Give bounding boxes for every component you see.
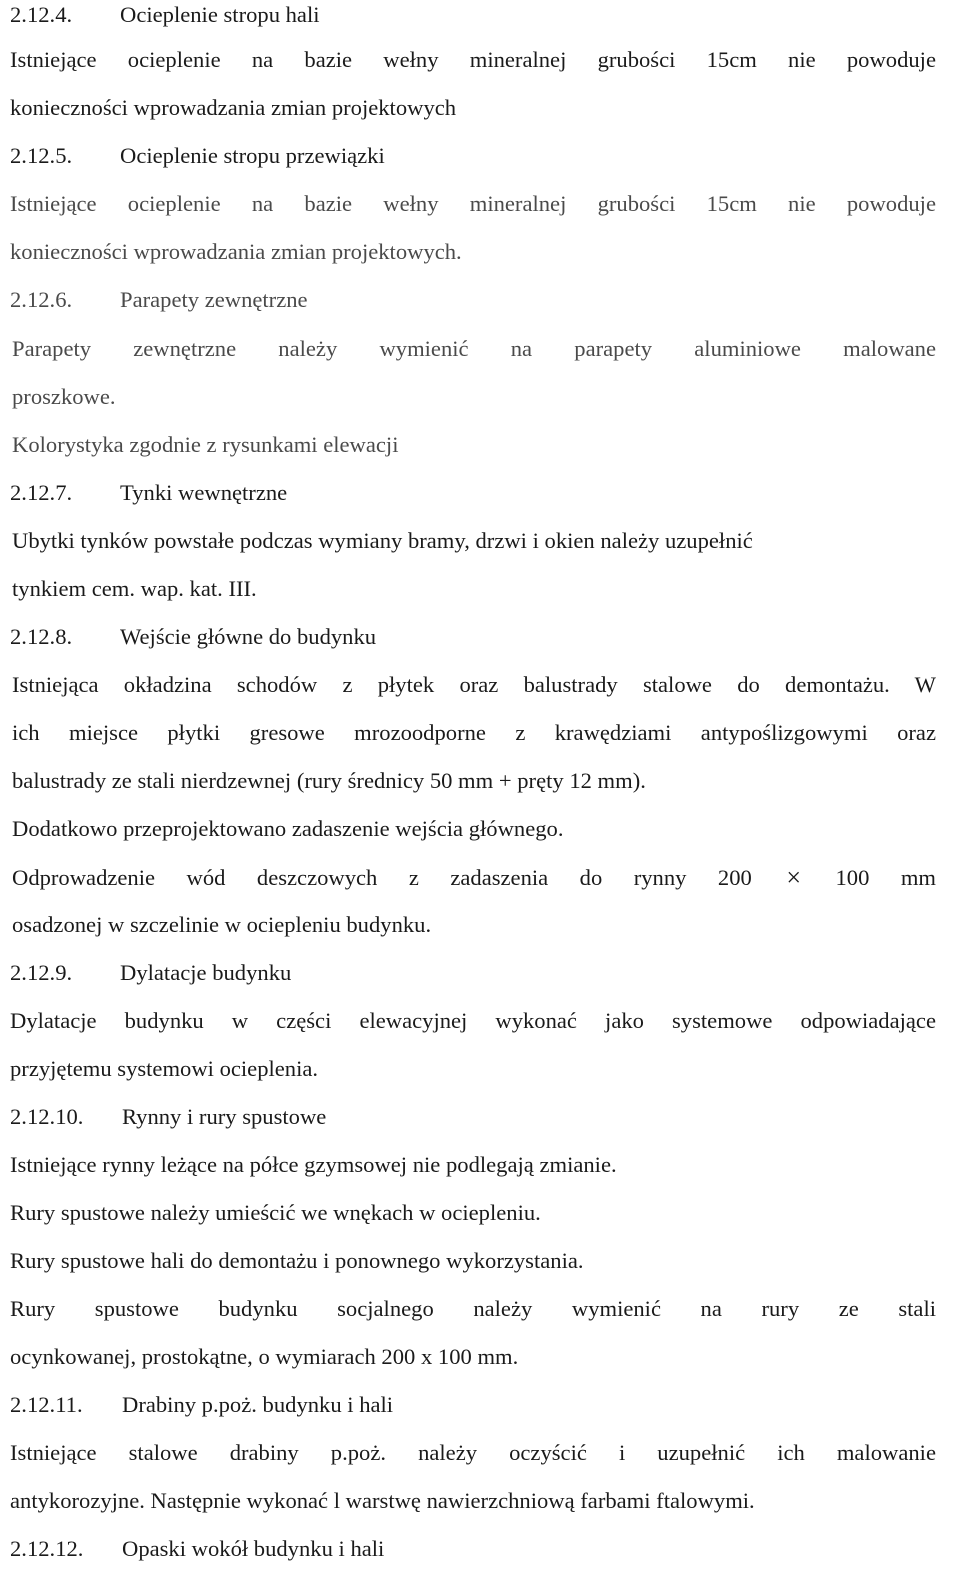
paragraph-line: przyjętemu systemowi ocieplenia. (10, 1056, 319, 1081)
section-number: 2.12.6. (10, 287, 73, 312)
section-title: Ocieplenie stropu przewiązki (120, 143, 385, 168)
section-number: 2.12.8. (10, 624, 73, 649)
section-title: Parapety zewnętrzne (120, 287, 308, 312)
paragraph-line: Rury spustowe należy umieścić we wnękach w ociepleniu. (10, 1200, 541, 1225)
section-number: 2.12.10. (10, 1104, 84, 1129)
paragraph-line: balustrady ze stali nierdzewnej (rury średnicy 50 mm + pręty 12 mm). (12, 768, 646, 793)
paragraph-line: Istniejące rynny leżące na półce gzymsowej nie podlegają zmianie. (10, 1152, 617, 1177)
section-title: Ocieplenie stropu hali (120, 2, 320, 27)
section-title: Drabiny p.poż. budynku i hali (122, 1392, 394, 1417)
paragraph-line: Rury spustowe budynku socjalnego należy wymienić na rury ze stali (10, 1296, 936, 1321)
paragraph-line: Dodatkowo przeprojektowano zadaszenie wejścia głównego. (12, 816, 564, 841)
multiplication-sign: × (786, 863, 801, 892)
paragraph-line: Istniejące stalowe drabiny p.poż. należy oczyścić i uzupełnić ich malowanie (10, 1440, 936, 1465)
paragraph-line: Rury spustowe hali do demontażu i ponownego wykorzystania. (10, 1248, 584, 1273)
paragraph-line: Istniejące ocieplenie na bazie wełny mineralnej grubości 15cm nie powoduje (10, 47, 936, 72)
section-number: 2.12.11. (10, 1392, 83, 1417)
paragraph-line: Istniejąca okładzina schodów z płytek oraz balustrady stalowe do demontażu. W (12, 672, 936, 697)
paragraph-text: 100 mm (835, 865, 936, 890)
paragraph-line: Kolorystyka zgodnie z rysunkami elewacji (12, 432, 399, 457)
paragraph-line: konieczności wprowadzania zmian projektowych (10, 95, 457, 120)
section-heading-2-12-9 (10, 958, 936, 988)
section-heading-2-12-5 (10, 141, 936, 171)
paragraph-line (12, 862, 936, 892)
section-number: 2.12.9. (10, 960, 73, 985)
paragraph-line: Istniejące ocieplenie na bazie wełny mineralnej grubości 15cm nie powoduje (10, 191, 936, 216)
paragraph-line: Parapety zewnętrzne należy wymienić na parapety aluminiowe malowane (12, 336, 936, 361)
section-heading-2-12-10 (10, 1102, 936, 1132)
section-number: 2.12.12. (10, 1536, 84, 1561)
section-heading-2-12-4 (10, 0, 936, 30)
section-title: Dylatacje budynku (120, 960, 292, 985)
paragraph-line: tynkiem cem. wap. kat. III. (12, 576, 257, 601)
paragraph-line: Dylatacje budynku w części elewacyjnej wykonać jako systemowe odpowiadające (10, 1008, 936, 1033)
section-heading-2-12-7 (10, 478, 936, 508)
paragraph-line: ocynkowanej, prostokątne, o wymiarach 200 x 100 mm. (10, 1344, 519, 1369)
section-number: 2.12.4. (10, 2, 73, 27)
section-title: Tynki wewnętrzne (120, 480, 288, 505)
paragraph-line: ich miejsce płytki gresowe mrozoodporne z krawędziami antypoślizgowymi oraz (12, 720, 936, 745)
section-heading-2-12-6 (10, 285, 936, 315)
section-title: Rynny i rury spustowe (122, 1104, 327, 1129)
paragraph-text: Odprowadzenie wód deszczowych z zadaszenia do rynny 200 (12, 865, 752, 890)
paragraph-line: konieczności wprowadzania zmian projektowych. (10, 239, 462, 264)
section-number: 2.12.7. (10, 480, 73, 505)
section-heading-2-12-8 (10, 622, 936, 652)
paragraph-line: Ubytki tynków powstałe podczas wymiany bramy, drzwi i okien należy uzupełnić (12, 528, 753, 553)
section-title: Wejście główne do budynku (120, 624, 377, 649)
section-heading-2-12-11 (10, 1390, 936, 1420)
paragraph-line: proszkowe. (12, 384, 116, 409)
paragraph-line: osadzonej w szczelinie w ociepleniu budynku. (12, 912, 432, 937)
section-title: Opaski wokół budynku i hali (122, 1536, 385, 1561)
section-number: 2.12.5. (10, 143, 73, 168)
section-heading-2-12-12 (10, 1534, 936, 1564)
paragraph-line: antykorozyjne. Następnie wykonać l warstwę nawierzchniową farbami ftalowymi. (10, 1488, 755, 1513)
